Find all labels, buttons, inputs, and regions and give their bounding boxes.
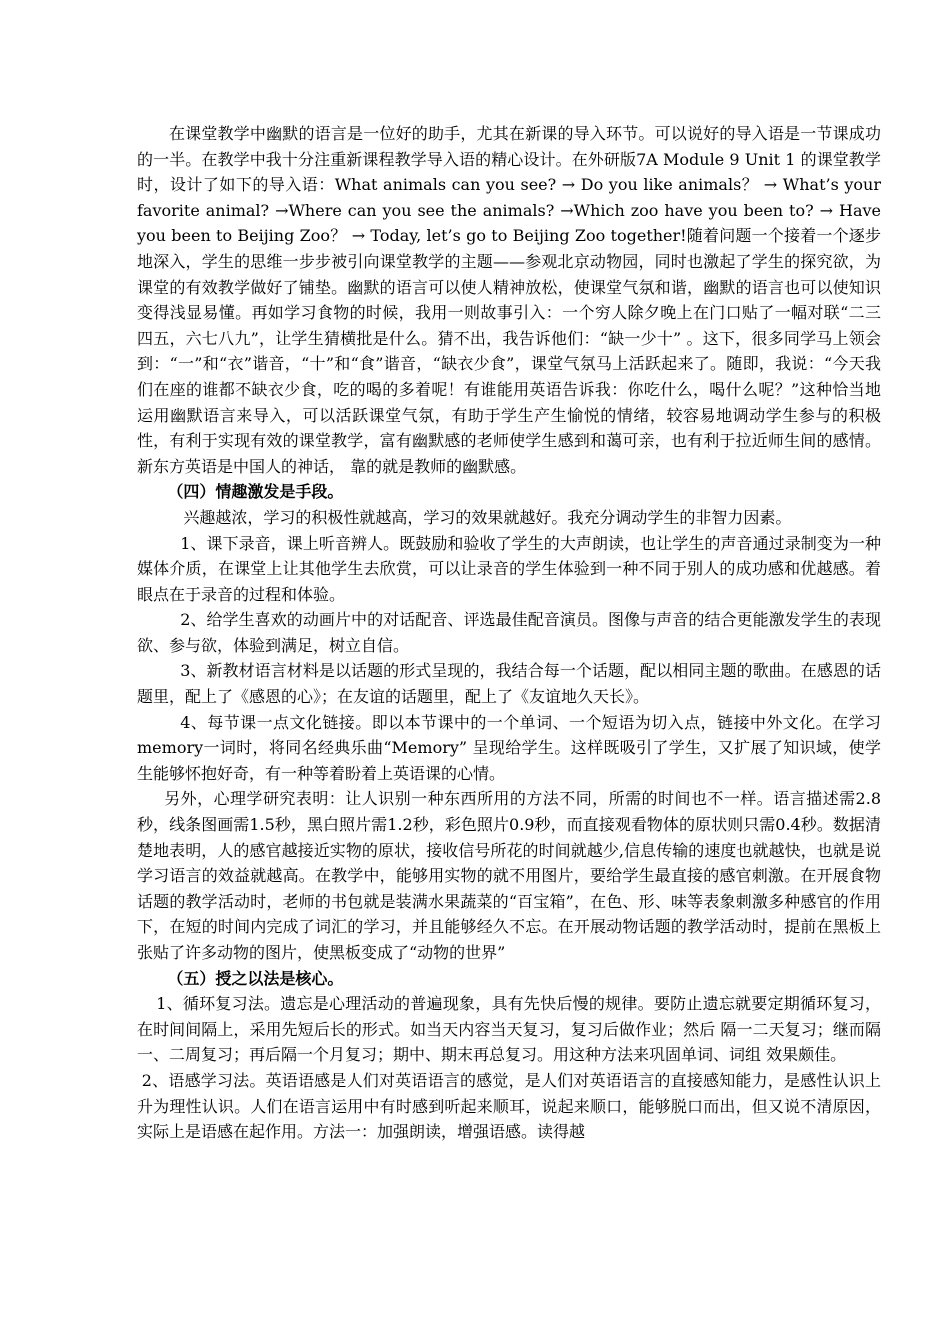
list-item-culture: 4、每节课一点文化链接。即以本节课中的一个单词、一个短语为切入点，链接中外文化。在学习memory一词时，将同名经典乐曲“Memory” 呈现给学生。这样既吸引了学生，又扩展了知识域，使学生能够怀抱好奇，有一种等着盼着上英语课的心情。 [137, 712, 881, 783]
list-item-songs: 3、新教材语言材料是以话题的形式呈现的，我结合每一个话题，配以相同主题的歌曲。在感恩的话题里，配上了《感恩的心》；在友谊的话题里，配上了《友谊地久天长》。 [137, 661, 881, 707]
list-item-dubbing: 2、给学生喜欢的动画片中的对话配音、评选最佳配音演员。图像与声音的结合更能激发学生的表现欲、参与欲，体验到满足，树立自信。 [137, 610, 881, 655]
section-heading-5: （五）授之以法是核心。 [167, 968, 344, 988]
list-item-language-sense: 2、语感学习法。英语语感是人们对英语语言的感觉，是人们对英语语言的直接感知能力，是感性认识上升为理性认识。人们在语言运用中有时感到听起来顺耳，说起来顺口，能够脱口而出，但又说不清原因，实际上是语感在起作用。方法一：加强朗读，增强语感。读得越 [137, 1070, 881, 1142]
paragraph-humor-intro: 在课堂教学中幽默的语言是一位好的助手，尤其在新课的导入环节。可以说好的导入语是一节课成功的一半。在教学中我十分注重新课程教学导入语的精心设计。在外研版7A Module 9 Unit 1 的课堂教学时，设计了如下的导入语：What animals can you see? → Do you like animals？ → What’s your favorite animal? →Where can you see the animals? →Which zoo have you been to? → Have you been to Beijing Zoo？ → Today, let’s go to Beijing Zoo together!随着问题一个接着一个逐步地深入，学生的思维一步步被引向课堂教学的主题——参观北京动物园，同时也激起了学生的探究欲，为课堂的有效教学做好了铺垫。幽默的语言可以使人精神放松，使课堂气氛和谐，幽默的语言也可以使知识变得浅显易懂。再如学习食物的时候，我用一则故事引入：一个穷人除夕晚上在门口贴了一幅对联“二三四五，六七八九”，让学生猜横批是什么。猜不出，我告诉他们：“缺一少十” 。这下，很多同学马上领会到：“一”和“衣”谐音，“十”和“食”谐音，“缺衣少食”，课堂气氛马上活跃起来了。随即，我说：“今天我们在座的谁都不缺衣少食，吃的喝的多着呢！有谁能用英语告诉我：你吃什么，喝什么呢？”这种恰当地运用幽默语言来导入，可以活跃课堂气氛，有助于学生产生愉悦的情绪，较容易地调动学生参与的积极性，有利于实现有效的课堂教学，富有幽默感的老师使学生感到和蔼可亲，也有利于拉近师生间的感情。新东方英语是中国人的神话， 靠的就是教师的幽默感。 [137, 124, 881, 476]
paragraph-interest: 兴趣越浓，学习的积极性就越高，学习的效果就越好。我充分调动学生的非智力因素。 [183, 507, 792, 527]
list-item-review-method: 1、循环复习法。遗忘是心理活动的普遍现象，具有先快后慢的规律。要防止遗忘就要定期循环复习，在时间间隔上，采用先短后长的形式。如当天内容当天复习，复习后做作业；然后 隔一二天复习；继而隔一、二周复习；再后隔一个月复习；期中、期末再总复习。用这种方法来巩固单词、词组 效果颇佳。 [137, 994, 881, 1065]
list-item-recording: 1、课下录音，课上听音辨人。既鼓励和验收了学生的大声朗读，也让学生的声音通过录制变为一种媒体介质，在课堂上让其他学生去欣赏，可以让录音的学生体验到一种不同于别人的成功感和优越感。着眼点在于录音的过程和体验。 [137, 533, 881, 604]
paragraph-psychology: 另外，心理学研究表明：让人识别一种东西所用的方法不同，所需的时间也不一样。语言描述需2.8秒，线条图画需1.5秒，黑白照片需1.2秒，彩色照片0.9秒，而直接观看物体的原状则只需0.4秒。数据清楚地表明，人的感官越接近实物的原状，接收信号所花的时间就越少,信息传输的速度也就越快，也就是说学习语言的效益就越高。在教学中，能够用实物的就不用图片，要给学生最直接的感官刺激。在开展食物话题的教学活动时，老师的书包就是装满水果蔬菜的“百宝箱”，在色、形、味等表象刺激多种感官的作用下，在短的时间内完成了词汇的学习，并且能够经久不忘。在开展动物话题的教学活动时，提前在黑板上张贴了许多动物的图片，使黑板变成了“动物的世界” [137, 789, 881, 962]
section-heading-4: （四）情趣激发是手段。 [167, 482, 344, 502]
document-body [137, 121, 881, 1145]
